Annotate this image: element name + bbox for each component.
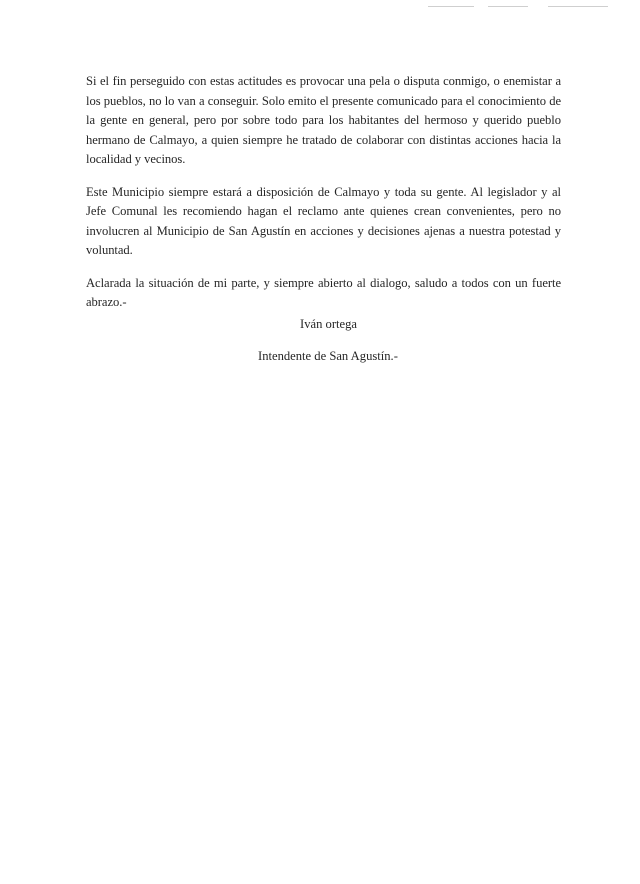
scan-edge-mark	[428, 6, 474, 7]
paragraph: Si el fin perseguido con estas actitudes es provocar una pela o disputa conmigo, o enemistar a los pueblos, no lo van a conseguir. Solo emito el presente comunicado para el conocimiento de la gente en general, pero por sobre todo para los habitantes del hermoso y querido pueblo hermano de Calmayo, a quien siempre he tratado de colaborar con distintas acciones hacia la localidad y vecinos.	[86, 74, 561, 166]
scan-edge-mark	[548, 6, 608, 7]
signature-title: Intendente de San Agustín.-	[258, 349, 398, 363]
signature-name: Iván ortega	[300, 317, 357, 331]
paragraph: Este Municipio siempre estará a disposición de Calmayo y toda su gente. Al legislador y al Jefe Comunal les recomiendo hagan el reclamo ante quienes crean convenientes, pero no involucren al Municipio de San Agustín en acciones y decisiones ajenas a nuestra potestad y voluntad.	[86, 184, 561, 257]
scan-edge-mark	[488, 6, 528, 7]
paragraph: Aclarada la situación de mi parte, y siempre abierto al dialogo, saludo a todos con un fuerte abrazo.-	[86, 275, 561, 309]
signature-block	[230, 314, 430, 366]
letter-body	[86, 72, 561, 326]
